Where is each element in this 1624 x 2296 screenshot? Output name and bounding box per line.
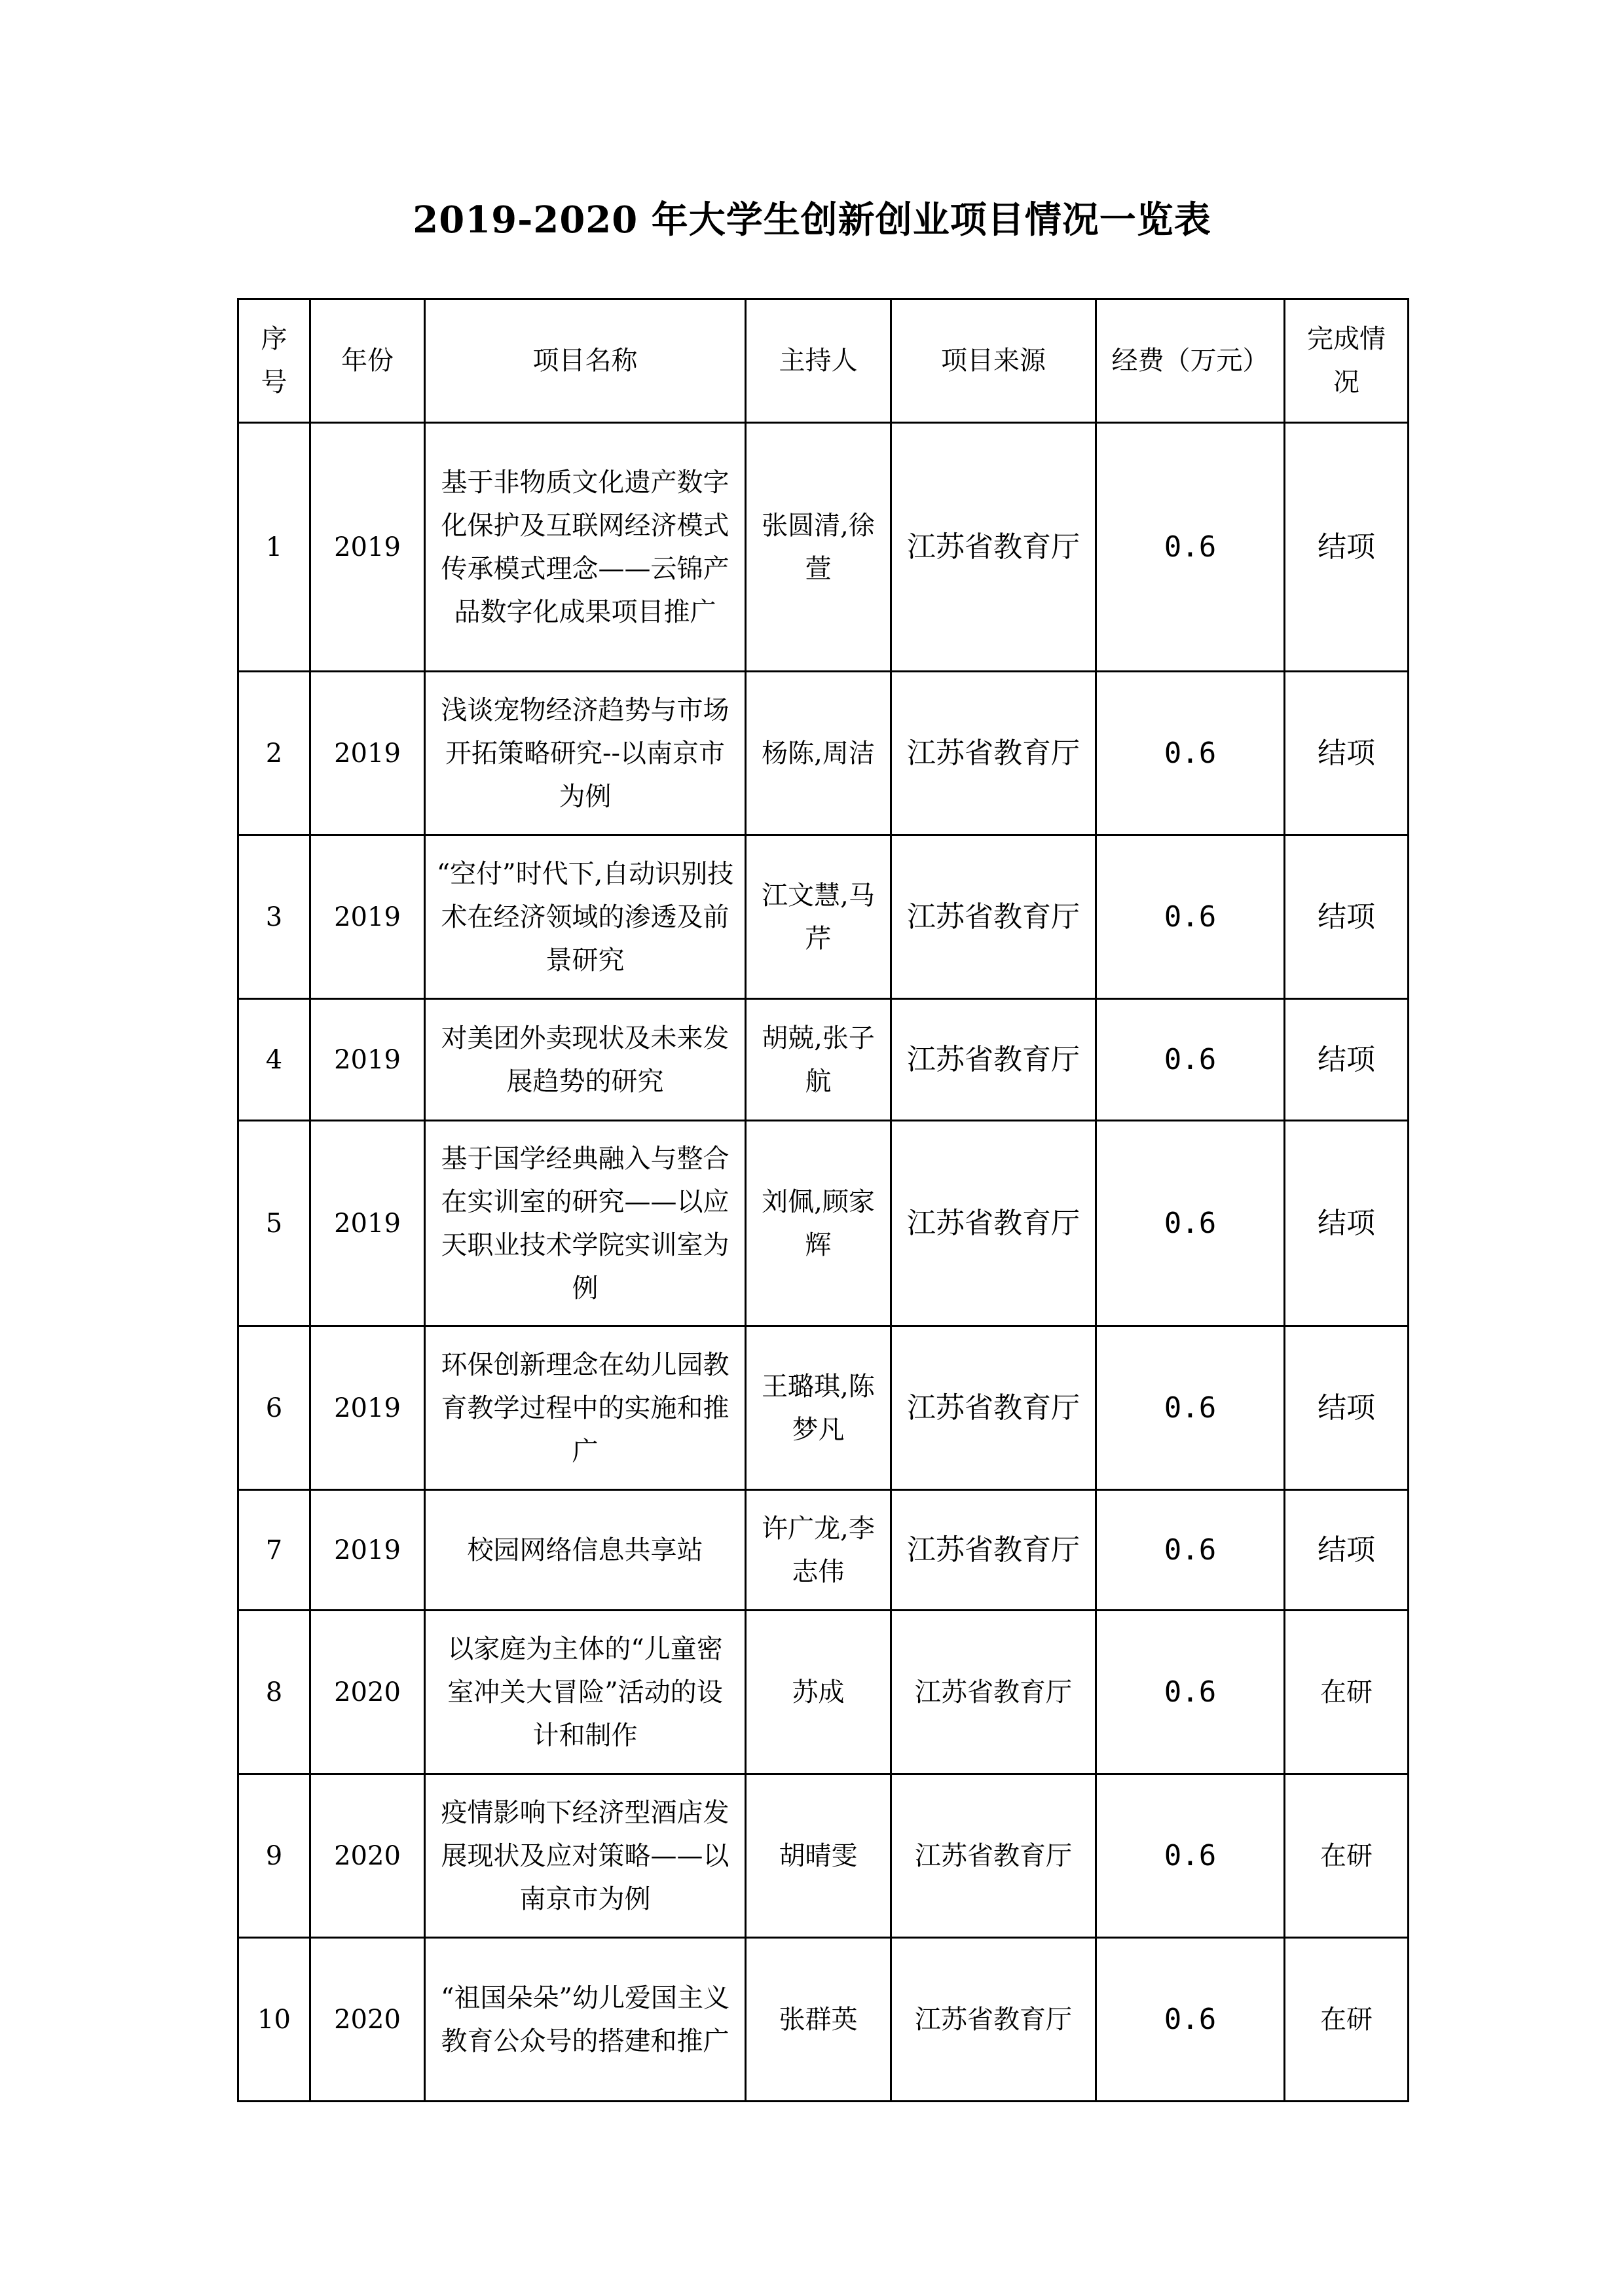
header-year: 年份: [310, 299, 425, 423]
table-row: [238, 1938, 1409, 2102]
cell-name: 以家庭为主体的“儿童密室冲关大冒险”活动的设计和制作: [425, 1611, 746, 1774]
cell-host: 江文慧,马芹: [746, 835, 891, 999]
cell-status: 结项: [1285, 835, 1409, 999]
cell-host: 胡晴雯: [746, 1774, 891, 1938]
cell-year: 2019: [310, 1121, 425, 1326]
cell-year: 2019: [310, 672, 425, 835]
header-num: 序号: [238, 299, 310, 423]
header-host: 主持人: [746, 299, 891, 423]
cell-status: 结项: [1285, 423, 1409, 672]
cell-status: 在研: [1285, 1611, 1409, 1774]
cell-host: 张群英: [746, 1938, 891, 2102]
cell-num: 7: [238, 1490, 310, 1611]
cell-fund: 0.6: [1096, 423, 1285, 672]
cell-host: 许广龙,李志伟: [746, 1490, 891, 1611]
cell-fund: 0.6: [1096, 1774, 1285, 1938]
cell-year: 2019: [310, 423, 425, 672]
cell-source: 江苏省教育厅: [891, 1490, 1096, 1611]
header-fund: 经费（万元）: [1096, 299, 1285, 423]
table-row: [238, 999, 1409, 1121]
cell-name: “祖国朵朵”幼儿爱国主义教育公众号的搭建和推广: [425, 1938, 746, 2102]
cell-name: 校园网络信息共享站: [425, 1490, 746, 1611]
table-row: [238, 1490, 1409, 1611]
cell-name: 基于国学经典融入与整合在实训室的研究——以应天职业技术学院实训室为例: [425, 1121, 746, 1326]
table-row: [238, 1326, 1409, 1490]
cell-status: 在研: [1285, 1774, 1409, 1938]
cell-num: 5: [238, 1121, 310, 1326]
cell-source: 江苏省教育厅: [891, 835, 1096, 999]
cell-source: 江苏省教育厅: [891, 1774, 1096, 1938]
cell-year: 2020: [310, 1611, 425, 1774]
cell-num: 10: [238, 1938, 310, 2102]
page-title: 2019-2020 年大学生创新创业项目情况一览表: [413, 198, 1211, 242]
cell-status: 在研: [1285, 1938, 1409, 2102]
cell-source: 江苏省教育厅: [891, 672, 1096, 835]
cell-source: 江苏省教育厅: [891, 1611, 1096, 1774]
cell-host: 张圆清,徐萱: [746, 423, 891, 672]
header-name: 项目名称: [425, 299, 746, 423]
cell-num: 6: [238, 1326, 310, 1490]
table-row: [238, 672, 1409, 835]
table-row: [238, 1611, 1409, 1774]
projects-table: [237, 298, 1409, 2102]
cell-fund: 0.6: [1096, 835, 1285, 999]
cell-source: 江苏省教育厅: [891, 423, 1096, 672]
cell-name: 疫情影响下经济型酒店发展现状及应对策略——以南京市为例: [425, 1774, 746, 1938]
cell-host: 苏成: [746, 1611, 891, 1774]
cell-num: 2: [238, 672, 310, 835]
cell-name: 环保创新理念在幼儿园教育教学过程中的实施和推广: [425, 1326, 746, 1490]
cell-num: 3: [238, 835, 310, 999]
cell-year: 2020: [310, 1938, 425, 2102]
cell-fund: 0.6: [1096, 1121, 1285, 1326]
cell-name: 浅谈宠物经济趋势与市场开拓策略研究--以南京市为例: [425, 672, 746, 835]
cell-fund: 0.6: [1096, 999, 1285, 1121]
cell-name: 基于非物质文化遗产数字化保护及互联网经济模式传承模式理念——云锦产品数字化成果项目推广: [425, 423, 746, 672]
cell-year: 2019: [310, 999, 425, 1121]
cell-num: 8: [238, 1611, 310, 1774]
cell-source: 江苏省教育厅: [891, 1326, 1096, 1490]
cell-status: 结项: [1285, 1490, 1409, 1611]
cell-num: 1: [238, 423, 310, 672]
table-header-row: [238, 299, 1409, 423]
cell-fund: 0.6: [1096, 1490, 1285, 1611]
cell-status: 结项: [1285, 672, 1409, 835]
cell-num: 9: [238, 1774, 310, 1938]
cell-year: 2019: [310, 835, 425, 999]
table-row: [238, 835, 1409, 999]
cell-status: 结项: [1285, 999, 1409, 1121]
cell-fund: 0.6: [1096, 672, 1285, 835]
table-row: [238, 1121, 1409, 1326]
header-source: 项目来源: [891, 299, 1096, 423]
cell-host: 刘佩,顾家辉: [746, 1121, 891, 1326]
cell-source: 江苏省教育厅: [891, 1121, 1096, 1326]
table-row: [238, 1774, 1409, 1938]
cell-year: 2019: [310, 1490, 425, 1611]
cell-host: 胡兢,张子航: [746, 999, 891, 1121]
cell-fund: 0.6: [1096, 1326, 1285, 1490]
cell-status: 结项: [1285, 1121, 1409, 1326]
cell-fund: 0.6: [1096, 1611, 1285, 1774]
cell-host: 杨陈,周洁: [746, 672, 891, 835]
cell-source: 江苏省教育厅: [891, 1938, 1096, 2102]
cell-host: 王璐琪,陈梦凡: [746, 1326, 891, 1490]
cell-year: 2019: [310, 1326, 425, 1490]
cell-name: 对美团外卖现状及未来发展趋势的研究: [425, 999, 746, 1121]
header-status: 完成情况: [1285, 299, 1409, 423]
cell-status: 结项: [1285, 1326, 1409, 1490]
cell-source: 江苏省教育厅: [891, 999, 1096, 1121]
cell-fund: 0.6: [1096, 1938, 1285, 2102]
cell-num: 4: [238, 999, 310, 1121]
cell-year: 2020: [310, 1774, 425, 1938]
table-row: [238, 423, 1409, 672]
cell-name: “空付”时代下,自动识别技术在经济领域的渗透及前景研究: [425, 835, 746, 999]
